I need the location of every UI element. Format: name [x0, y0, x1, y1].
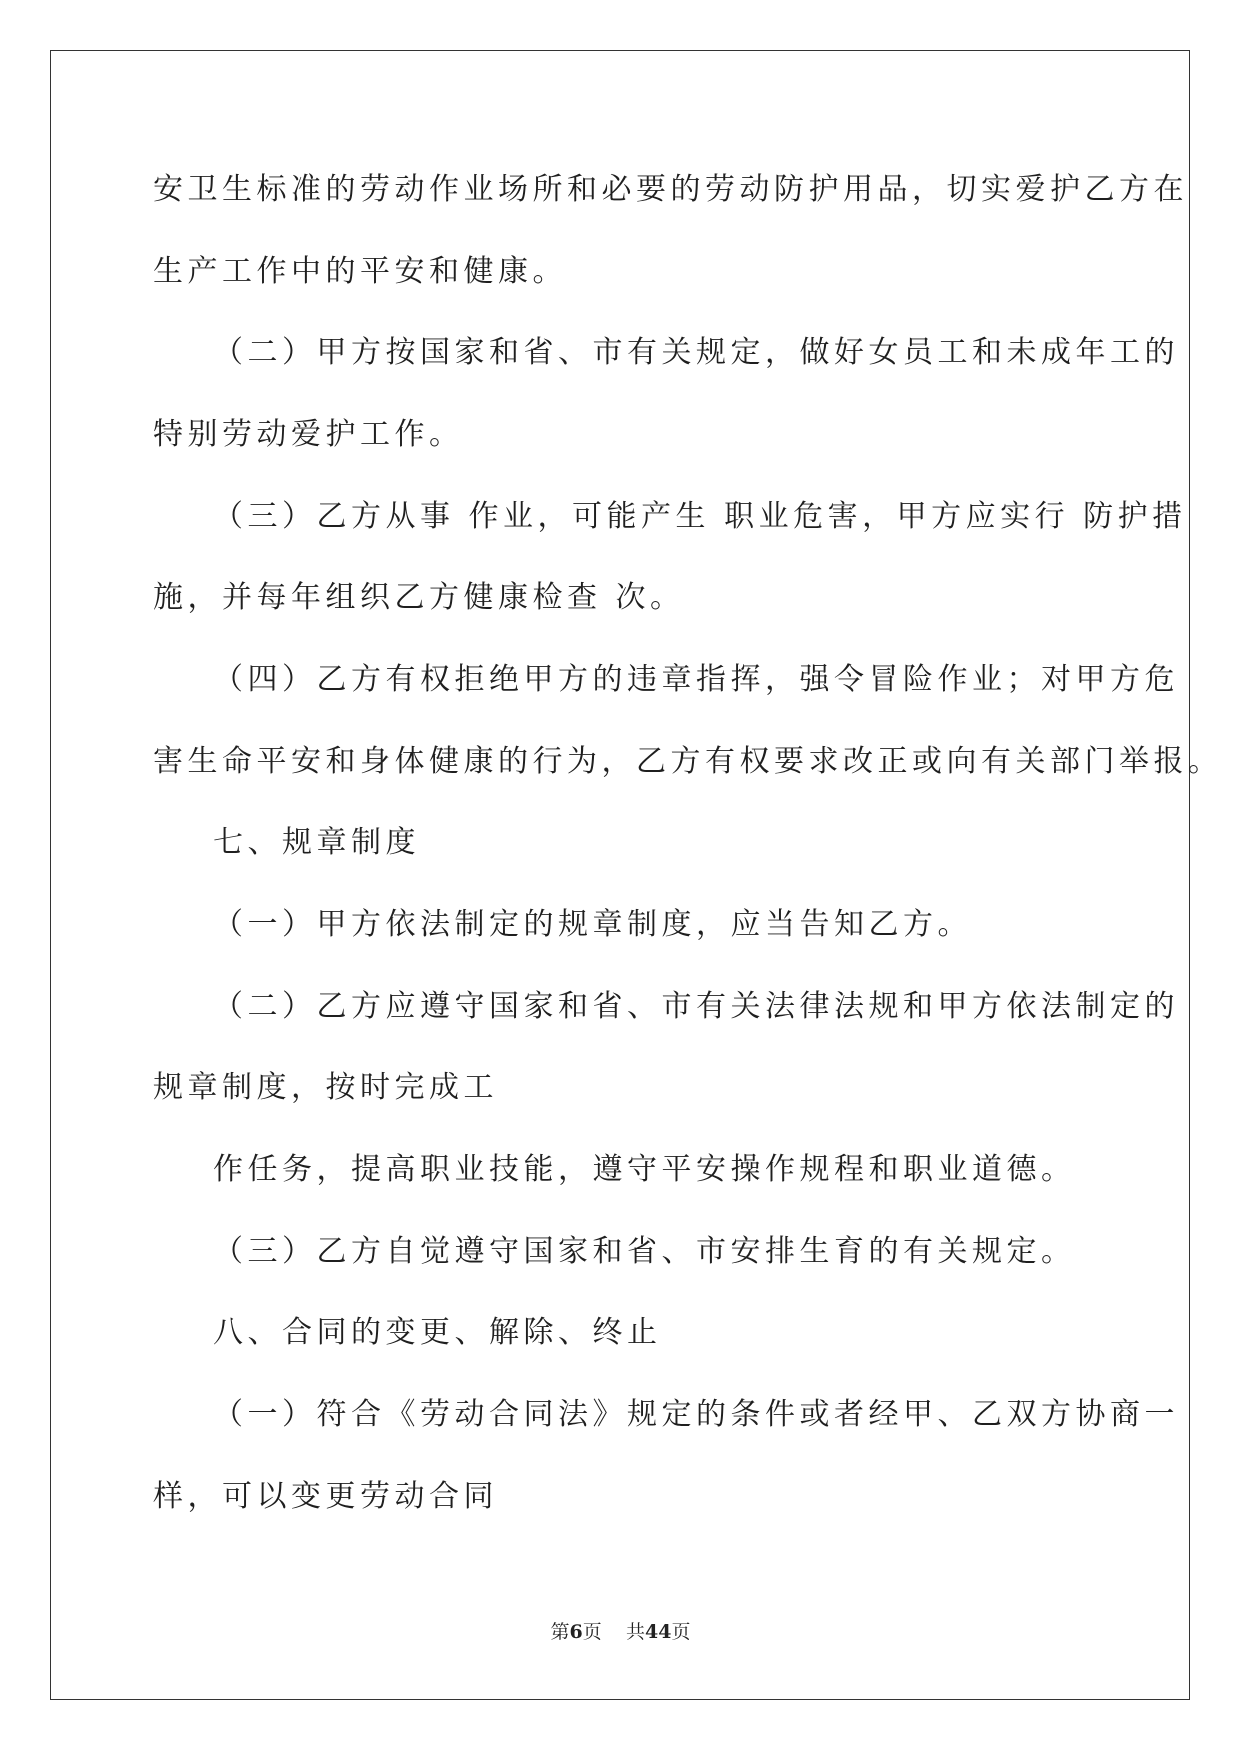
- paragraph-line: 作任务，提高职业技能，遵守平安操作规程和职业道德。: [213, 1152, 1076, 1187]
- page-prefix: 第: [550, 1621, 570, 1643]
- paragraph-line: （四）乙方有权拒绝甲方的违章指挥，强令冒险作业；对甲方危: [213, 662, 1179, 697]
- page-number: 6: [569, 1621, 583, 1643]
- total-prefix: 共: [625, 1621, 645, 1643]
- total-pages: 44: [644, 1621, 672, 1643]
- paragraph-line: 安卫生标准的劳动作业场所和必要的劳动防护用品，切实爱护乙方在: [153, 172, 1188, 207]
- total-suffix: 页: [671, 1621, 691, 1643]
- paragraph-line: （三）乙方从事 作业，可能产生 职业危害，甲方应实行 防护措: [213, 499, 1187, 534]
- paragraph-line: 特别劳动爱护工作。: [153, 417, 464, 452]
- paragraph-line: 害生命平安和身体健康的行为，乙方有权要求改正或向有关部门举报。: [153, 744, 1223, 779]
- paragraph-line: 生产工作中的平安和健康。: [153, 254, 567, 289]
- page-border: [50, 50, 1190, 1700]
- paragraph-line: 规章制度，按时完成工: [153, 1070, 498, 1105]
- section-heading: 八、合同的变更、解除、终止: [213, 1315, 662, 1350]
- paragraph-line: （一）甲方依法制定的规章制度，应当告知乙方。: [213, 907, 972, 942]
- page-footer: [0, 1619, 1241, 1645]
- paragraph-line: （三）乙方自觉遵守国家和省、市安排生育的有关规定。: [213, 1234, 1076, 1269]
- page-suffix: 页: [582, 1621, 602, 1643]
- paragraph-line: 样，可以变更劳动合同: [153, 1479, 498, 1514]
- paragraph-line: 施，并每年组织乙方健康检查 次。: [153, 580, 685, 615]
- paragraph-line: （一）符合《劳动合同法》规定的条件或者经甲、乙双方协商一: [213, 1397, 1179, 1432]
- paragraph-line: （二）乙方应遵守国家和省、市有关法律法规和甲方依法制定的: [213, 989, 1179, 1024]
- section-heading: 七、规章制度: [213, 825, 420, 860]
- paragraph-line: （二）甲方按国家和省、市有关规定，做好女员工和未成年工的: [213, 335, 1179, 370]
